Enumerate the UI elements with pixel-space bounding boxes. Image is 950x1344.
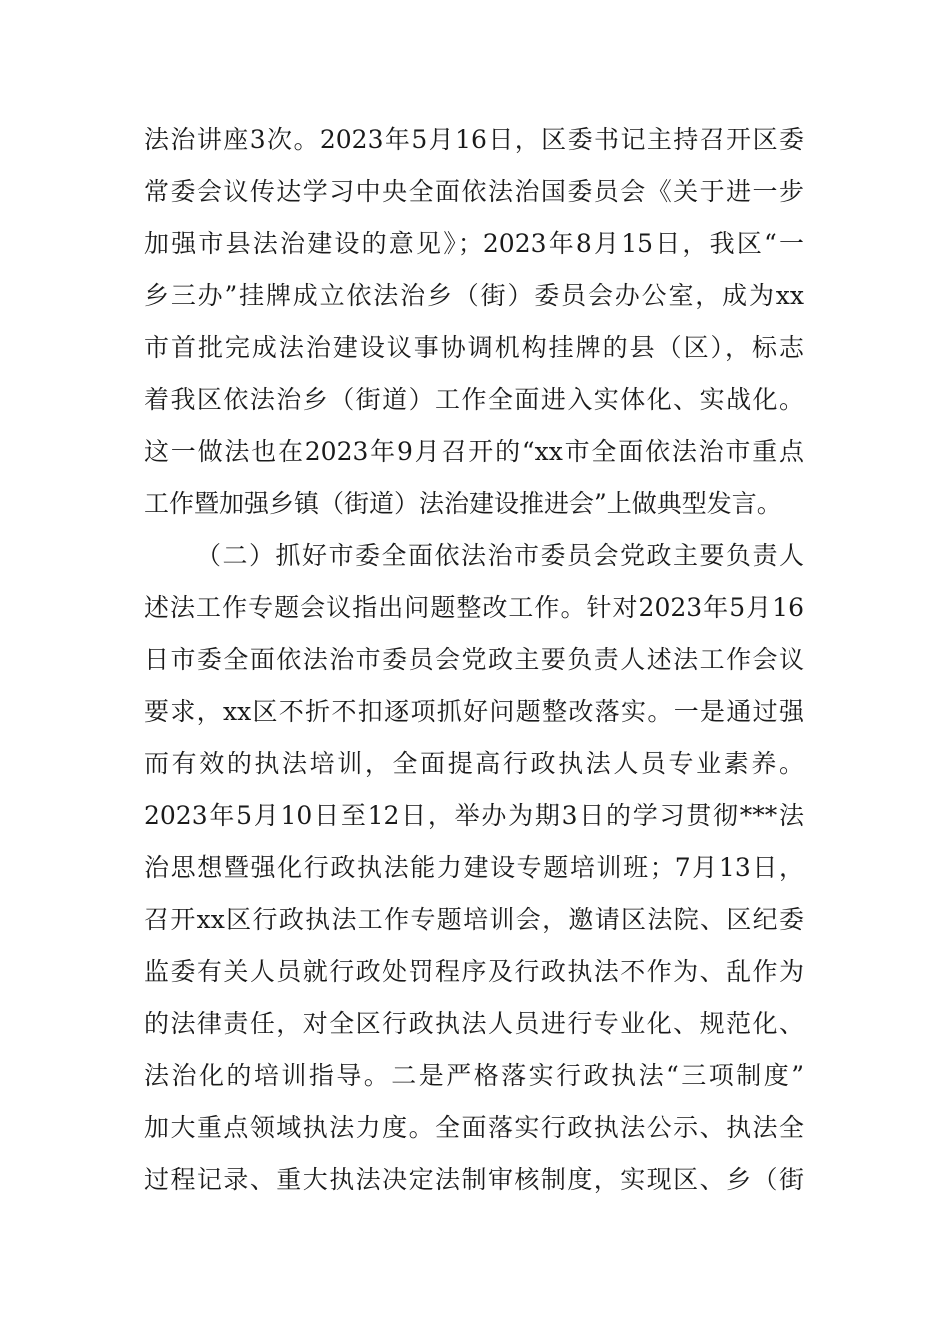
- text-line: 法治化的培训指导。二是严格落实行政执法“三项制度”: [144, 1061, 804, 1090]
- text-line: 乡三办”挂牌成立依法治乡（街）委员会办公室，成为xx: [144, 281, 804, 310]
- text-line: 要求，xx区不折不扣逐项抓好问题整改落实。一是通过强: [144, 697, 804, 726]
- text-line: 法治讲座3次。2023年5月16日，区委书记主持召开区委: [144, 125, 804, 154]
- text-line: 监委有关人员就行政处罚程序及行政执法不作为、乱作为: [144, 957, 804, 986]
- text-line: 召开xx区行政执法工作专题培训会，邀请区法院、区纪委: [144, 905, 804, 934]
- text-line: 加大重点领域执法力度。全面落实行政执法公示、执法全: [144, 1113, 804, 1142]
- text-line: 常委会议传达学习中央全面依法治国委员会《关于进一步: [144, 177, 804, 206]
- text-line: 而有效的执法培训，全面提高行政执法人员专业素养。: [144, 749, 804, 778]
- text-line: 2023年5月10日至12日，举办为期3日的学习贯彻***法: [144, 801, 804, 830]
- text-line: 工作暨加强乡镇（街道）法治建设推进会”上做典型发言。: [144, 489, 782, 518]
- text-line: 述法工作专题会议指出问题整改工作。针对2023年5月16: [144, 593, 804, 622]
- text-line: 过程记录、重大执法决定法制审核制度，实现区、乡（街: [144, 1165, 804, 1194]
- text-line: 市首批完成法治建设议事协调机构挂牌的县（区），标志: [144, 333, 804, 362]
- paragraph-heading-line: （二）抓好市委全面依法治市委员会党政主要负责人: [196, 541, 804, 570]
- text-line: 治思想暨强化行政执法能力建设专题培训班；7月13日，: [144, 853, 804, 882]
- text-line: 加强市县法治建设的意见》；2023年8月15日，我区“一: [144, 229, 804, 258]
- text-line: 这一做法也在2023年9月召开的“xx市全面依法治市重点: [144, 437, 804, 466]
- text-line: 日市委全面依法治市委员会党政主要负责人述法工作会议: [144, 645, 804, 674]
- text-line: 的法律责任，对全区行政执法人员进行专业化、规范化、: [144, 1009, 804, 1038]
- text-line: 着我区依法治乡（街道）工作全面进入实体化、实战化。: [144, 385, 804, 414]
- document-body: [144, 114, 804, 1206]
